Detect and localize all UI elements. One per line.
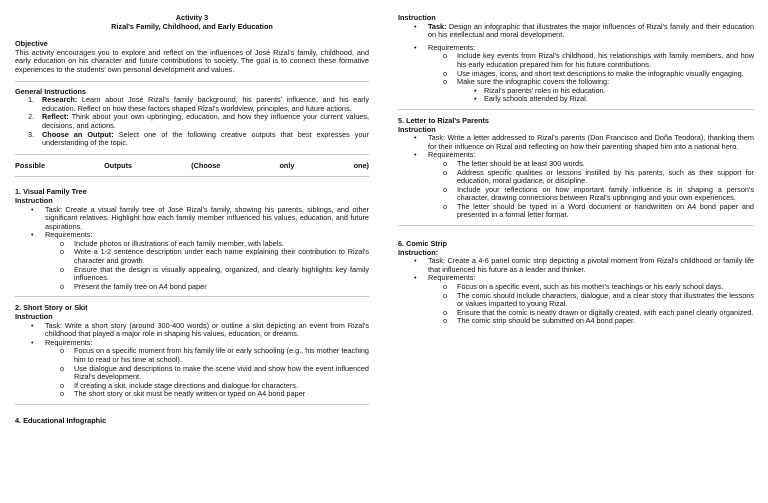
- list-item: o The letter should be at least 300 words.: [443, 158, 585, 168]
- section5-task: • Task: Write a letter addressed to Rizal's parents (Don Francisco and Doña Teodora), thanking them for their influence on Rizal and reflecting on how their parenting shaped him into a national hero.: [414, 133, 754, 151]
- list-subitem: ▪ Rizal's parents' roles in his education.: [474, 85, 606, 95]
- section6-title: 6. Comic Strip: [398, 239, 448, 249]
- section4-req: • Requirements:: [414, 42, 476, 52]
- right-column: [398, 0, 754, 326]
- section1-task: • Task: Create a visual family tree of José Rizal's family, showing his parents, siblings, and other significant relatives. Highlight how each family member influenced his values, education, and future aspirations.: [31, 204, 369, 231]
- list-item: o The comic strip should be submitted on A4 bond paper.: [443, 316, 636, 326]
- list-item: o Present the family tree on A4 bond paper: [15, 283, 369, 298]
- general-item-1: 1. Research: Learn about José Rizal's family background, his parents' influence, and his early education. Reflect on how these factors shaped Rizal's worldview, principles, and future actions.: [28, 95, 369, 113]
- objective-heading: Objective: [15, 39, 48, 49]
- list-item: o Ensure that the comic is neatly drawn or digitally created, with each panel clearly organized.: [443, 307, 754, 317]
- list-item: o Write a 1-2 sentence description under each name explaining their contribution to Rizal's character and growth.: [60, 247, 369, 266]
- objective-text: This activity encourages you to explore and reflect on the influences of José Rizal's family, childhood, and early education on his character and future contributions to society. The goal is to connect these formative experiences to the students' own personal development and values.: [15, 49, 369, 82]
- list-item: o The comic should include characters, dialogue, and a clear story that illustrates the lessons or values imparted to young Rizal.: [443, 290, 754, 309]
- list-item: o Make sure the infographic covers the following:: [443, 77, 610, 87]
- section1-instruction: Instruction: [15, 195, 53, 205]
- section5-instruction: Instruction: [398, 124, 436, 134]
- list-item: o The letter should be typed in a Word document or handwritten on A4 bond paper and presented in a formal letter format.: [398, 203, 754, 226]
- section2-task: • Task: Write a short story (around 300-400 words) or outline a skit depicting an event from Rizal's childhood that played a major role in shaping his values, education, or dreams.: [31, 320, 369, 339]
- section1-req: • Requirements:: [31, 230, 93, 240]
- list-item: o Address specific qualities or lessons instilled by his parents, such as their support for education, moral guidance, or discipline.: [443, 167, 754, 186]
- section4-title: 4. Educational Infographic: [15, 415, 107, 425]
- section2-title: 2. Short Story or Skit: [15, 303, 88, 313]
- general-item-2: 2. Reflect: Think about your own upbringing, education, and how they influence your current values, decisions, and actions.: [28, 112, 369, 130]
- list-item: o If creating a skit, include stage directions and dialogue for characters.: [60, 380, 298, 390]
- section6-req: • Requirements:: [414, 273, 476, 283]
- left-column: [15, 0, 369, 426]
- section2-instruction: Instruction: [15, 312, 53, 322]
- list-item: o Include key events from Rizal's childhood, his relationships with family members, and how his early education prepared him for his future contributions.: [443, 51, 754, 69]
- section2-req: • Requirements:: [31, 337, 93, 347]
- section4-task: • Task: Design an infographic that illustrates the major influences of Rizal's family and their education on his intellectual and moral development.: [414, 21, 754, 40]
- section6-task: • Task: Create a 4-6 panel comic strip depicting a pivotal moment from Rizal's childhood or family life that influenced his future as a leader and thinker.: [414, 256, 754, 274]
- list-item: o Include photos or illustrations of each family member, with labels.: [60, 238, 285, 248]
- list-item: o Focus on a specific moment from his family life or early schooling (e.g., his mother teaching him to read or his time at school).: [60, 346, 369, 364]
- list-item: o The short story or skit must be neatly written or typed on A4 bond paper: [15, 390, 369, 405]
- activity-number: Activity 3: [175, 13, 209, 22]
- list-item: o Include your reflections on how important family influence is in shaping a person's character, drawing connections between Rizal's upbringing and your own experiences.: [443, 184, 754, 203]
- list-item: o Ensure that the design is visually appealing, organized, and clearly highlights key family influences.: [60, 264, 369, 283]
- section6-instruction: Instruction:: [398, 247, 439, 257]
- section1-title: 1. Visual Family Tree: [15, 187, 87, 197]
- list-item: o Focus on a specific event, such as his mother's teachings or his early school days.: [443, 282, 724, 292]
- possible-outputs-heading: Possible Outputs (Choose only one): [15, 162, 369, 178]
- section4-instruction: Instruction: [398, 13, 436, 22]
- section5-req: • Requirements:: [414, 150, 476, 160]
- activity-title: Rizal's Family, Childhood, and Early Education: [111, 21, 273, 31]
- general-item-3: 3. Choose an Output: Select one of the following creative outputs that best expresses your understanding of the topic.: [15, 131, 369, 155]
- list-item: o Use dialogue and descriptions to make the scene vivid and show how the event influenced Rizal's development.: [60, 363, 369, 382]
- general-heading: General Instructions: [15, 86, 86, 96]
- section5-title: 5. Letter to Rizal's Parents: [398, 115, 489, 125]
- list-subitem: ▪ Early schools attended by Rizal.: [398, 95, 754, 110]
- list-item: o Use images, icons, and short text descriptions to make the infographic visually engaging.: [443, 68, 744, 78]
